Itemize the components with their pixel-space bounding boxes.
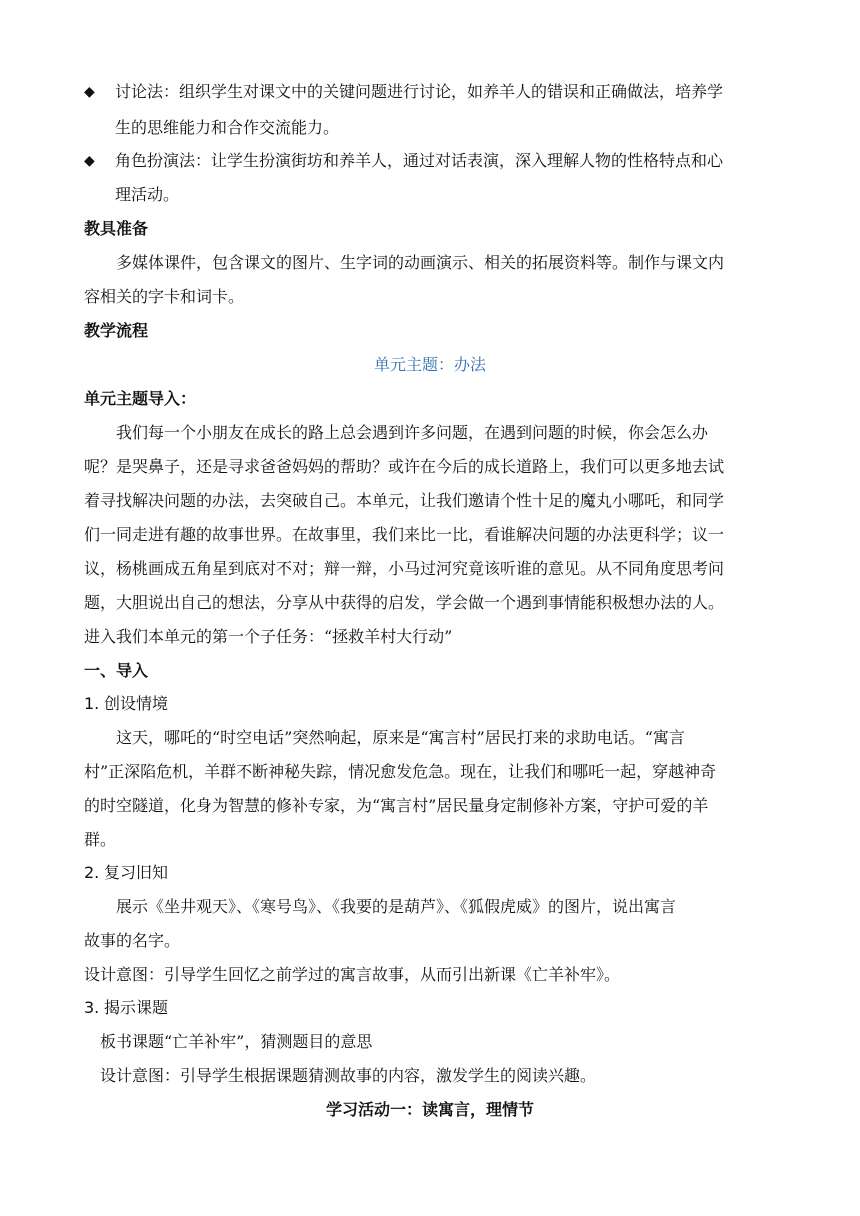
bullet-discussion-line2: 生的思维能力和合作交流能力。 <box>115 118 340 137</box>
item3-line1: 板书课题“亡羊补牢”，猜测题目的意思 <box>100 1032 373 1051</box>
item3-title: 揭示课题 <box>104 998 169 1017</box>
intro-paragraph-line: 着寻找解决问题的办法，去突破自己。本单元，让我们邀请个性十足的魔丸小哪吒，和同学 <box>84 491 725 510</box>
item1-paragraph-line: 村”正深陷危机，羊群不断神秘失踪，情况愈发危急。现在，让我们和哪吒一起，穿越神奇 <box>84 762 717 781</box>
item2-paragraph-line: 展示《坐井观天》、《寒号鸟》、《我要的是葫芦》、《狐假虎威》的图片，说出寓言 <box>116 897 677 916</box>
item2-title: 复习旧知 <box>104 863 169 882</box>
bullet-roleplay-line2: 理活动。 <box>115 185 180 204</box>
bullet-roleplay-line1: 角色扮演法：让学生扮演街坊和养羊人，通过对话表演，深入理解人物的性格特点和心 <box>115 151 724 170</box>
item1-paragraph-line: 的时空隧道，化身为智慧的修补专家，为“寓言村”居民量身定制修补方案，守护可爱的羊 <box>84 796 709 815</box>
item2-design-intent: 设计意图：引导学生回忆之前学过的寓言故事，从而引出新课《亡羊补牢》。 <box>84 965 621 984</box>
prep-line2: 容相关的字卡和词卡。 <box>84 287 245 306</box>
section1-heading: 一、导入 <box>84 661 149 680</box>
activity1-heading: 学习活动一：读寓言，理情节 <box>325 1100 534 1119</box>
unit-theme-title: 单元主题：办法 <box>373 355 486 374</box>
intro-paragraph-line: 我们每一个小朋友在成长的路上总会遇到许多问题，在遇到问题的时候，你会怎么办 <box>116 423 709 442</box>
item1-paragraph-line: 群。 <box>84 830 117 849</box>
item1-paragraph-line: 这天，哪吒的“时空电话”突然响起，原来是“寓言村”居民打来的求助电话。“寓言 <box>116 728 685 747</box>
item1-title: 创设情境 <box>104 694 169 713</box>
diamond-bullet-icon: ◆ <box>84 84 95 100</box>
diamond-bullet-icon: ◆ <box>84 153 95 169</box>
item1-number: 1. <box>84 694 100 713</box>
intro-paragraph-line: 题，大胆说出自己的想法，分享从中获得的启发，学会做一个遇到事情能积极想办法的人。 <box>84 593 725 612</box>
flow-heading: 教学流程 <box>84 321 149 340</box>
intro-paragraph-line: 们一同走进有趣的故事世界。在故事里，我们来比一比，看谁解决问题的办法更科学；议一 <box>84 525 725 544</box>
intro-paragraph-line: 议，杨桃画成五角星到底对不对；辩一辩，小马过河究竟该听谁的意见。从不同角度思考问 <box>84 559 725 578</box>
item2-paragraph-line: 故事的名字。 <box>84 931 181 950</box>
prep-heading: 教具准备 <box>84 219 149 238</box>
intro-paragraph-line: 进入我们本单元的第一个子任务：“拯救羊村大行动” <box>84 627 453 646</box>
bullet-discussion-line1: 讨论法：组织学生对课文中的关键问题进行讨论，如养羊人的错误和正确做法，培养学 <box>115 82 724 101</box>
prep-line1: 多媒体课件，包含课文的图片、生字词的动画演示、相关的拓展资料等。制作与课文内 <box>116 253 725 272</box>
item3-design-intent: 设计意图：引导学生根据课题猜测故事的内容，激发学生的阅读兴趣。 <box>100 1066 597 1085</box>
item3-number: 3. <box>84 998 100 1017</box>
intro-heading: 单元主题导入： <box>84 389 197 408</box>
intro-paragraph-line: 呢？是哭鼻子，还是寻求爸爸妈妈的帮助？或许在今后的成长道路上，我们可以更多地去试 <box>84 457 725 476</box>
item2-number: 2. <box>84 863 100 882</box>
